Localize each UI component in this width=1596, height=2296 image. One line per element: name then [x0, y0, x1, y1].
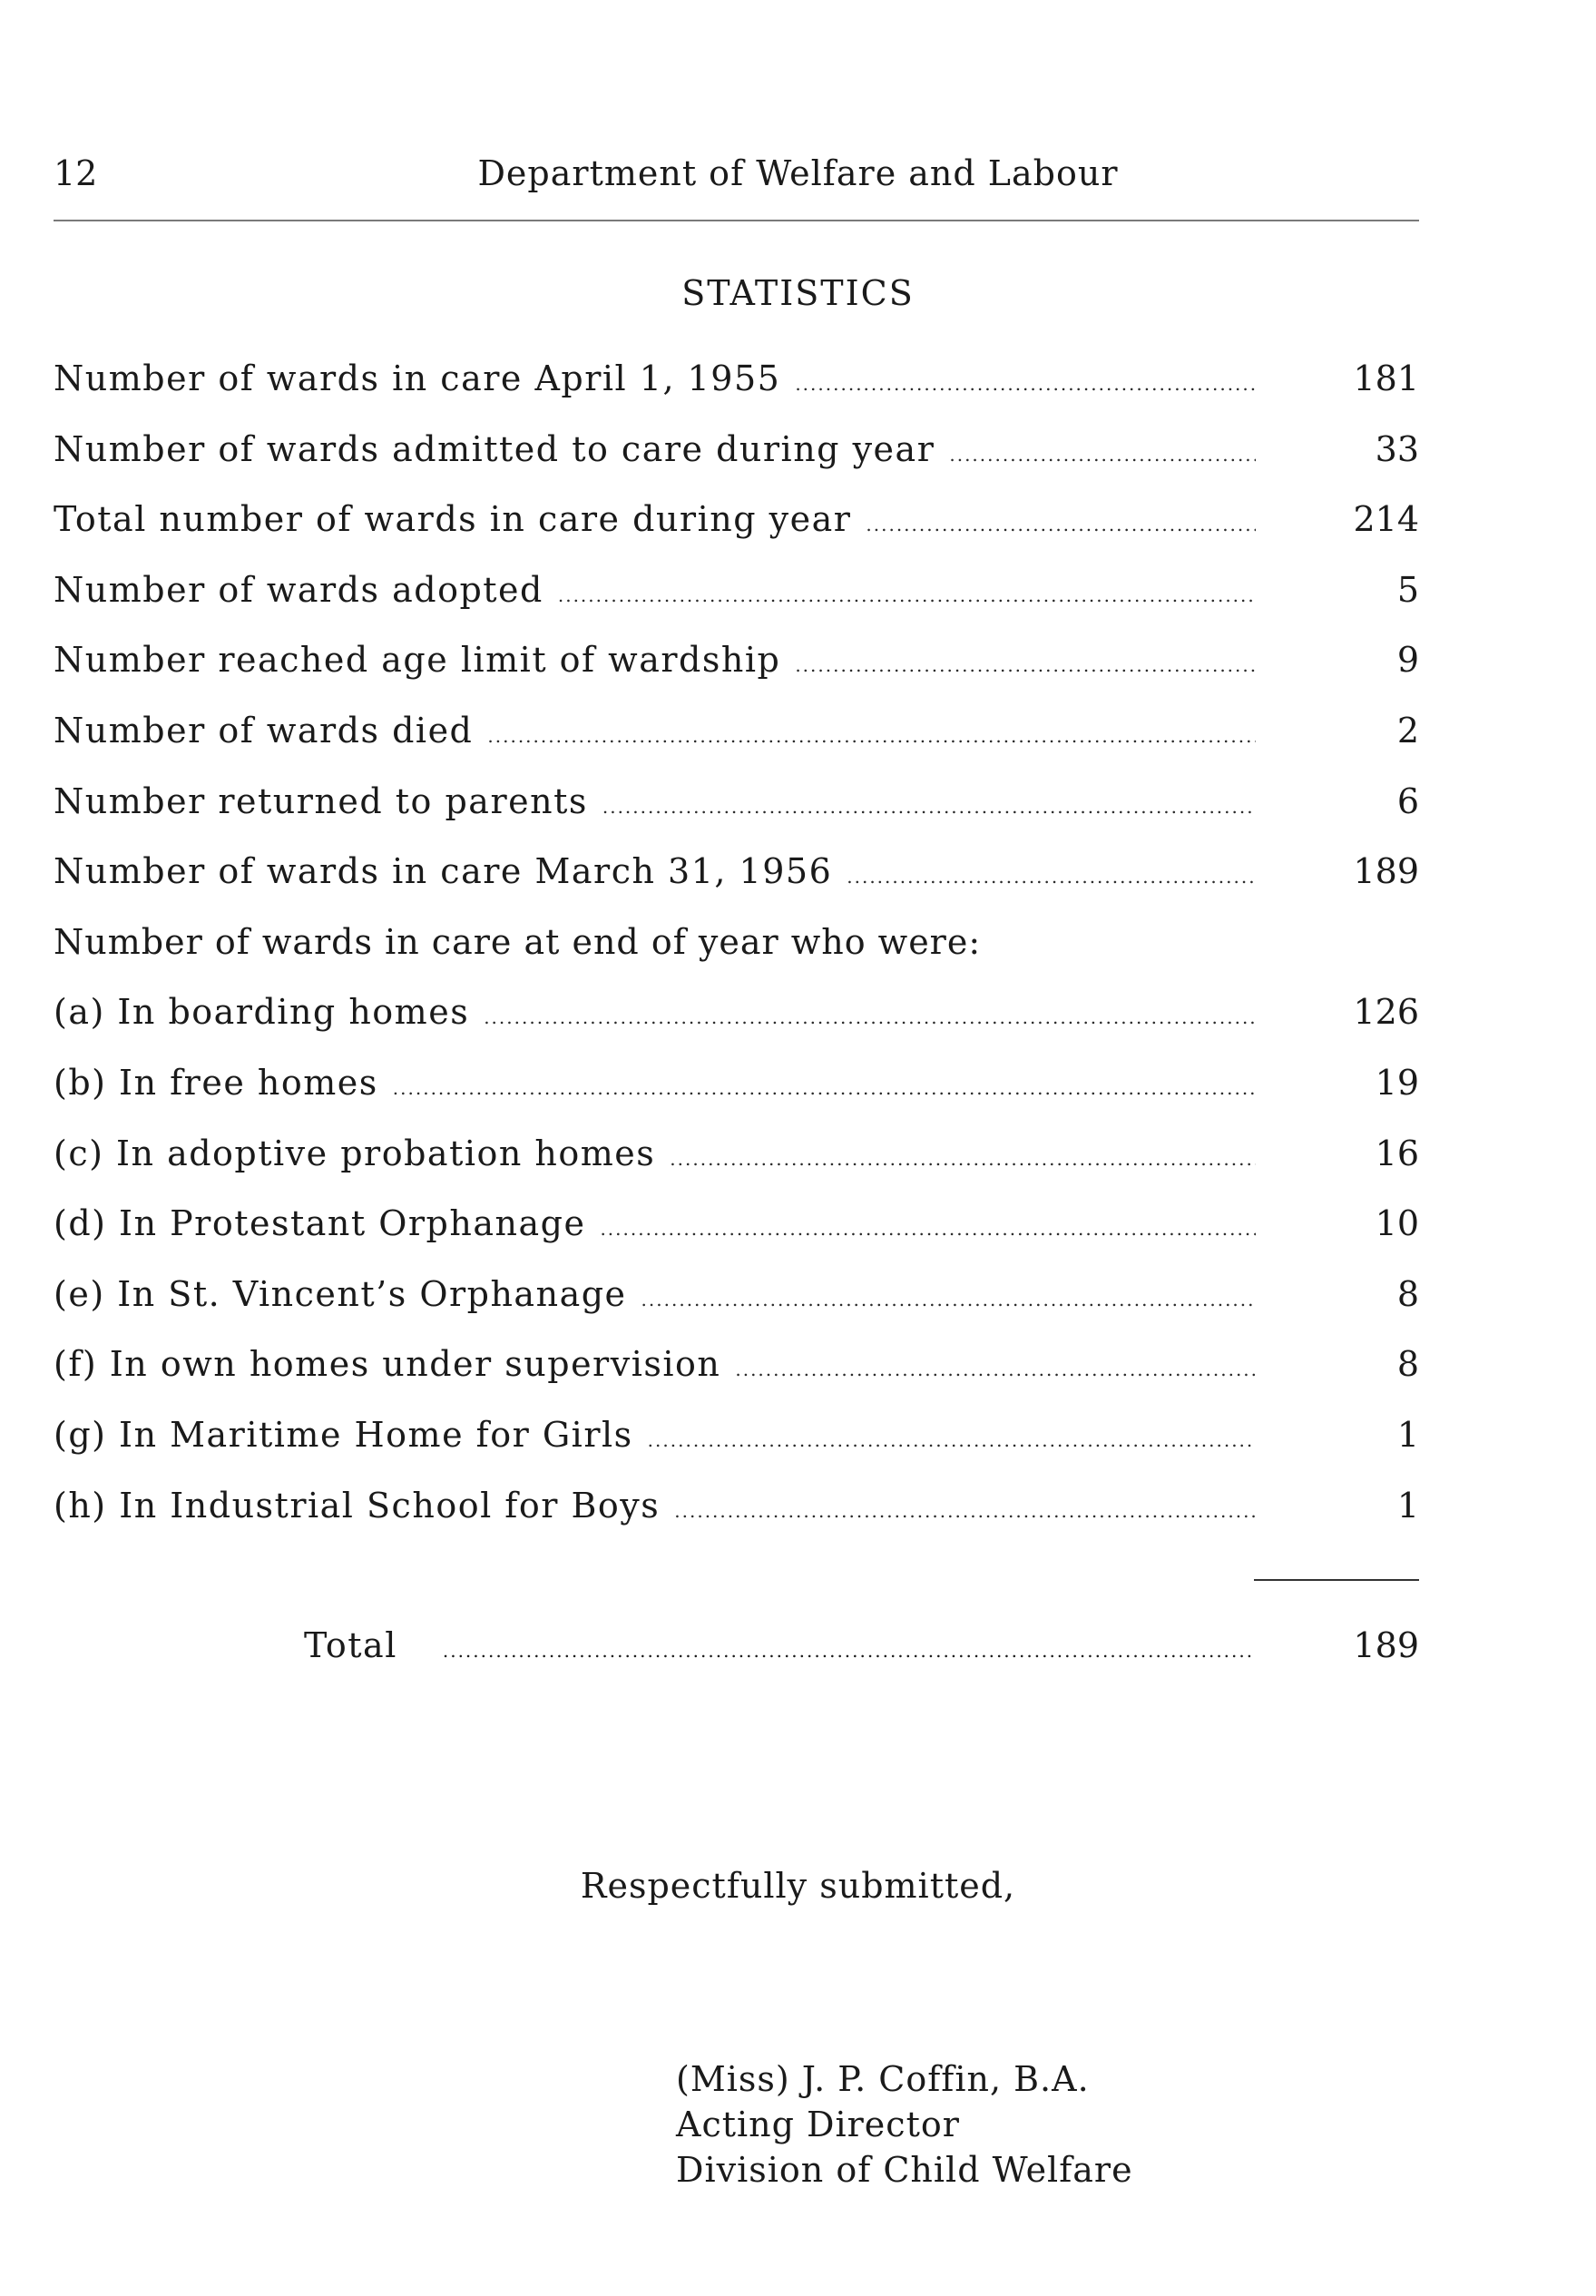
breakdown-label: (h) In Industrial School for Boys	[54, 1485, 661, 1526]
breakdown-value: 16	[1375, 1133, 1419, 1173]
breakdown-value: 8	[1396, 1344, 1419, 1385]
breakdown-row-free-homes	[54, 1062, 1419, 1133]
dot-leader	[735, 1343, 1256, 1390]
breakdown-label: (a) In boarding homes	[54, 992, 470, 1033]
stat-value: 181	[1353, 358, 1419, 398]
dot-leader	[443, 1624, 1256, 1666]
breakdown-value: 10	[1375, 1203, 1419, 1244]
dot-leader	[393, 1062, 1256, 1109]
breakdown-heading-row	[54, 921, 1419, 992]
stat-value: 2	[1396, 710, 1419, 751]
dot-leader	[949, 428, 1256, 476]
stat-label: Number of wards adopted	[54, 569, 543, 610]
breakdown-value: 1	[1396, 1485, 1419, 1526]
breakdown-row-st-vincents	[54, 1273, 1419, 1344]
header-rule	[54, 220, 1419, 221]
breakdown-row-boarding-homes	[54, 991, 1419, 1062]
breakdown-row-adoptive-probation	[54, 1133, 1419, 1203]
breakdown-value: 19	[1375, 1062, 1419, 1103]
stat-label: Number of wards in care March 31, 1956	[54, 851, 833, 892]
total-value: 189	[1353, 1625, 1419, 1665]
dot-leader	[795, 639, 1256, 686]
dot-leader	[648, 1414, 1256, 1461]
dot-leader	[670, 1133, 1256, 1180]
breakdown-row-maritime-home	[54, 1414, 1419, 1485]
breakdown-value: 8	[1396, 1273, 1419, 1314]
breakdown-value: 126	[1353, 992, 1419, 1033]
dot-leader	[674, 1485, 1256, 1532]
dot-leader	[795, 358, 1256, 405]
stat-value: 214	[1353, 499, 1419, 540]
stat-label: Number of wards admitted to care during year	[54, 428, 935, 469]
dot-leader	[484, 991, 1256, 1038]
stat-value: 189	[1353, 851, 1419, 892]
breakdown-label: (b) In free homes	[54, 1062, 378, 1103]
signatory-division: Division of Child Welfare	[676, 2150, 1133, 2190]
breakdown-label: (e) In St. Vincent’s Orphanage	[54, 1273, 627, 1314]
signature-block	[676, 2056, 1133, 2193]
stat-label: Number reached age limit of wardship	[54, 640, 781, 681]
stat-label: Number returned to parents	[54, 780, 588, 821]
stat-value: 5	[1396, 569, 1419, 610]
closing-line: Respectfully submitted,	[580, 1866, 1016, 1906]
dot-leader	[600, 1202, 1256, 1250]
stat-label: Number of wards in care April 1, 1955	[54, 358, 781, 398]
total-row	[304, 1624, 1419, 1666]
stat-value: 6	[1396, 780, 1419, 821]
breakdown-label: (d) In Protestant Orphanage	[54, 1203, 586, 1244]
breakdown-row-protestant-orphanage	[54, 1202, 1419, 1273]
breakdown-label: (f) In own homes under supervision	[54, 1344, 721, 1385]
dot-leader	[866, 498, 1256, 545]
breakdown-row-own-homes	[54, 1343, 1419, 1414]
breakdown-heading: Number of wards in care at end of year who were:	[54, 921, 982, 962]
breakdown-row-industrial-school	[54, 1485, 1419, 1555]
dot-leader	[487, 710, 1256, 757]
dot-leader	[641, 1273, 1256, 1320]
total-label: Total	[304, 1625, 397, 1665]
page-number: 12	[54, 153, 98, 193]
stat-value: 33	[1375, 428, 1419, 469]
stat-label: Total number of wards in care during year	[54, 499, 852, 540]
signatory-title: Acting Director	[676, 2105, 960, 2144]
running-head: Department of Welfare and Labour	[477, 153, 1119, 193]
stat-row-adopted	[54, 569, 1419, 640]
breakdown-label: (g) In Maritime Home for Girls	[54, 1414, 633, 1455]
stat-label: Number of wards died	[54, 710, 474, 751]
stat-row-admitted	[54, 428, 1419, 499]
statistics-list	[54, 358, 1419, 1555]
stat-row-age-limit	[54, 639, 1419, 710]
stat-row-total-during-year	[54, 498, 1419, 569]
dot-leader	[558, 569, 1256, 616]
stat-value: 9	[1396, 640, 1419, 681]
breakdown-value: 1	[1396, 1414, 1419, 1455]
stat-row-wards-march-1956	[54, 850, 1419, 921]
stat-row-returned-to-parents	[54, 780, 1419, 851]
stat-row-wards-april-1955	[54, 358, 1419, 428]
breakdown-label: (c) In adoptive probation homes	[54, 1133, 656, 1173]
total-rule	[1254, 1579, 1419, 1581]
stat-row-died	[54, 710, 1419, 780]
signatory-name: (Miss) J. P. Coffin, B.A.	[676, 2059, 1090, 2099]
section-title: STATISTICS	[681, 273, 915, 313]
dot-leader	[847, 850, 1256, 898]
dot-leader	[602, 780, 1256, 828]
